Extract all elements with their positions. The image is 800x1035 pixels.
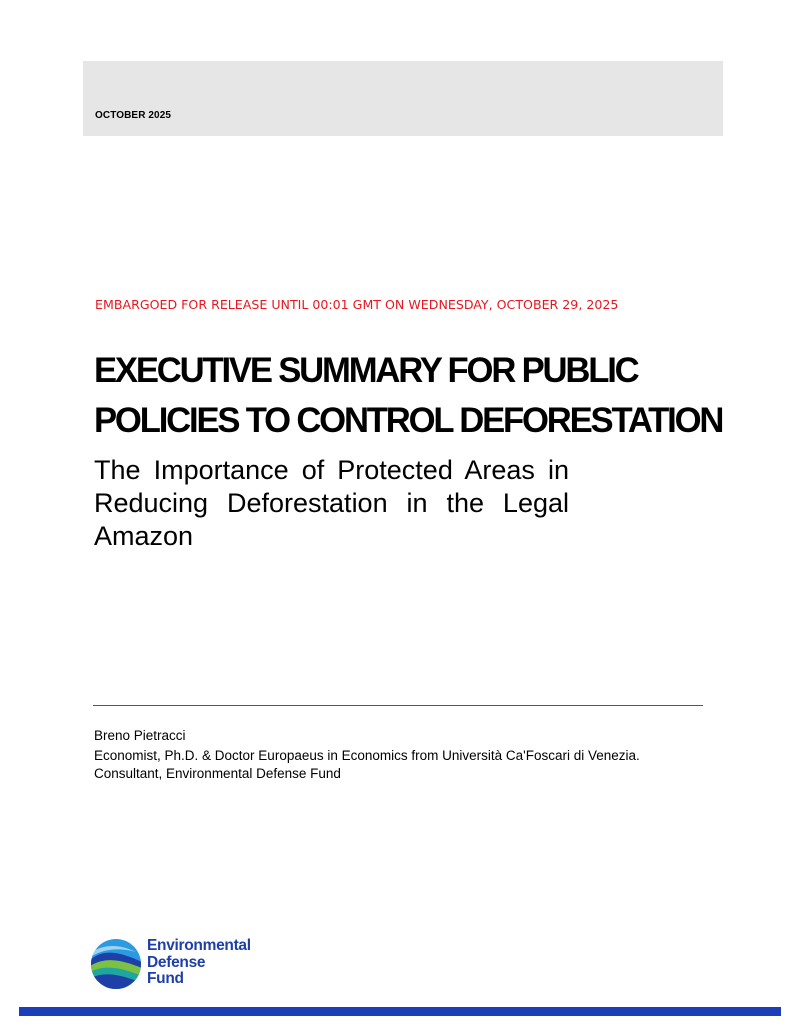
subtitle: The Importance of Protected Areas in Reducing Deforestation in the Legal Amazon	[94, 455, 569, 551]
logo-wordmark	[147, 938, 251, 988]
embargo-notice: EMBARGOED FOR RELEASE UNTIL 00:01 GMT ON WEDNESDAY, OCTOBER 29, 2025	[95, 297, 619, 312]
divider	[93, 705, 703, 706]
edf-logo-icon	[90, 938, 142, 990]
title-line-2: POLICIES TO CONTROL DEFORESTATION	[94, 401, 723, 440]
publication-date: OCTOBER 2025	[95, 110, 172, 121]
page-title	[94, 346, 728, 446]
title-line-1: EXECUTIVE SUMMARY FOR PUBLIC	[94, 351, 638, 390]
date-band	[83, 61, 723, 136]
footer-bar	[19, 1007, 781, 1016]
author-credentials: Economist, Ph.D. & Doctor Europaeus in Economics from Università Ca'Foscari di Venezia.	[94, 748, 640, 763]
author-affiliation: Consultant, Environmental Defense Fund	[94, 766, 341, 781]
author-name: Breno Pietracci	[94, 728, 186, 743]
logo-line-3: Fund	[147, 970, 184, 987]
logo-line-2: Defense	[147, 953, 206, 971]
logo-line-1: Environmental	[147, 937, 251, 954]
edf-logo	[90, 938, 290, 992]
